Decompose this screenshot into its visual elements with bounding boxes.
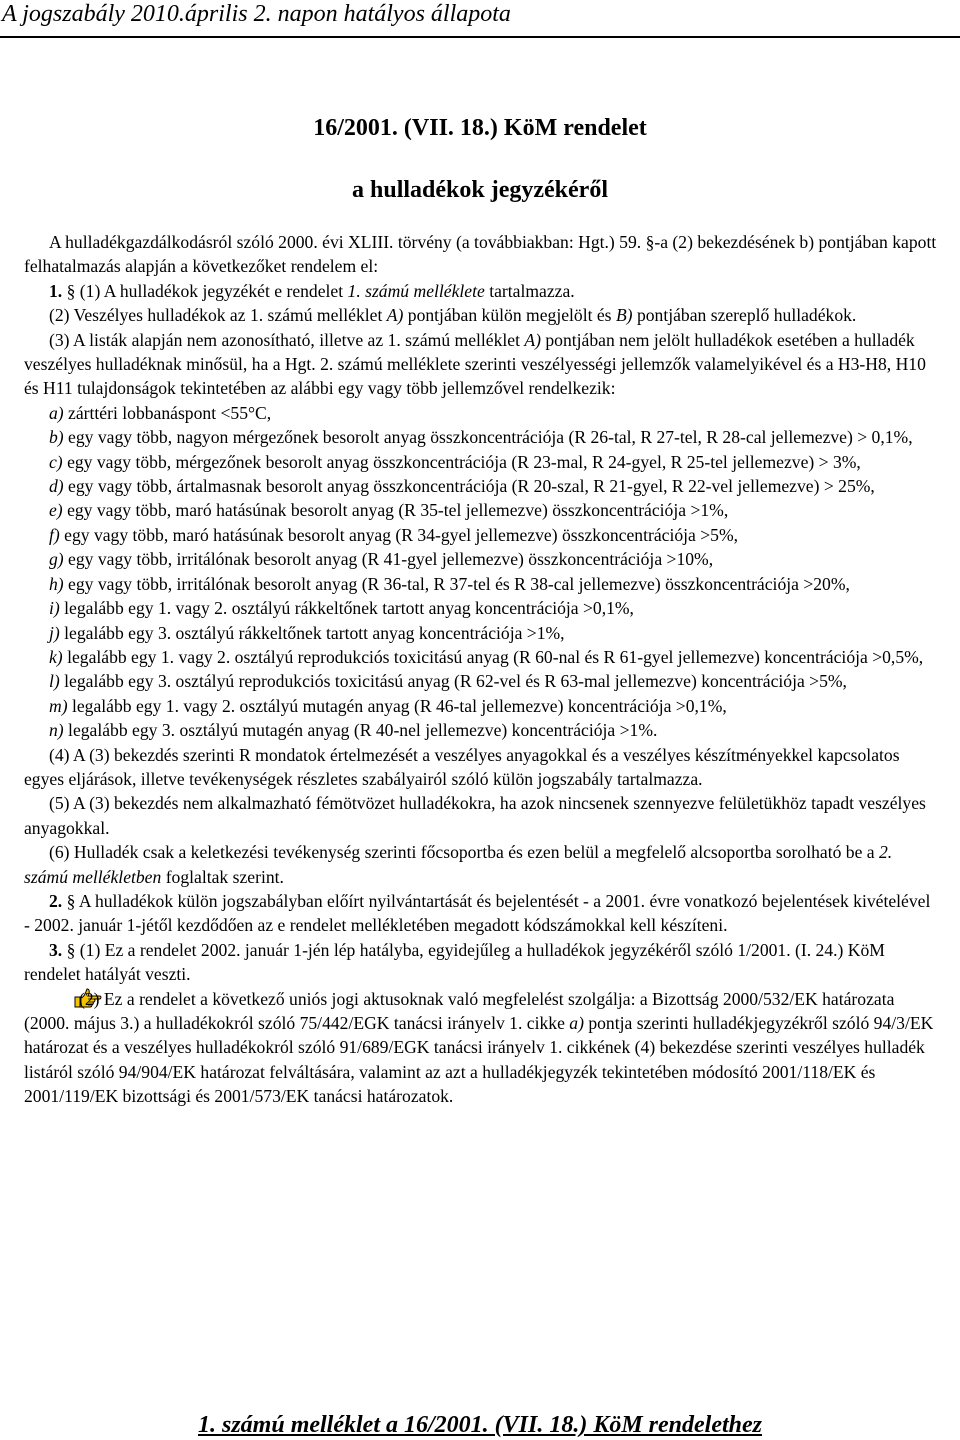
list-item <box>24 596 938 620</box>
list-item-text: legalább egy 3. osztályú rákkeltőnek tartott anyag koncentrációja >1%, <box>59 622 565 643</box>
page-header: A jogszabály 2010.április 2. napon hatályos állapota <box>2 1 511 27</box>
italic-span: a) <box>569 1013 584 1033</box>
section-3-2 <box>24 987 938 1109</box>
list-item <box>24 645 938 669</box>
doc-subtitle: a hulladékok jegyzékéről <box>352 177 608 203</box>
list-item <box>24 669 938 693</box>
section-1-2 <box>24 303 938 327</box>
text-span: (2) Veszélyes hulladékok az 1. számú melléklet <box>49 305 387 326</box>
list-item-text: legalább egy 3. osztályú mutagén anyag (R 40-nel jellemezve) koncentrációja >1%. <box>63 720 658 741</box>
text-span: tartalmazza. <box>484 280 575 301</box>
text-span: (6) Hulladék csak a keletkezési tevékenység szerinti főcsoportba és ezen belül a megfelelő alcsoportba sorolható be a <box>49 842 879 863</box>
list-item <box>24 450 938 474</box>
list-item <box>24 621 938 645</box>
italic-span: 1. számú melléklete <box>347 280 485 301</box>
list-item <box>24 401 938 425</box>
pointing-hand-icon[interactable] <box>49 988 77 1008</box>
list-item <box>24 718 938 742</box>
list-item <box>24 474 938 498</box>
list-item-key: h) <box>49 573 64 594</box>
list-item-key: c) <box>49 451 63 472</box>
list-item-key: n) <box>49 720 64 741</box>
section-1-3 <box>24 328 938 401</box>
text-span: § (1) A hulladékok jegyzékét e rendelet <box>62 280 348 301</box>
list-item-key: g) <box>49 549 64 570</box>
section-1-6 <box>24 840 938 889</box>
list-item <box>24 425 938 449</box>
section-number: 3. <box>49 939 63 960</box>
list-item-text: egy vagy több, ártalmasnak besorolt anyag összkoncentrációja (R 20-szal, R 21-gyel, R 22-vel jellemezve) > 25%, <box>63 476 875 497</box>
section-1-1 <box>24 279 938 303</box>
section-number: 1. <box>49 280 63 301</box>
italic-span: A) <box>386 305 404 326</box>
list-item <box>24 523 938 547</box>
list-item <box>24 498 938 522</box>
doc-body <box>24 230 938 1109</box>
list-item-text: legalább egy 1. vagy 2. osztályú reprodukciós toxicitású anyag (R 60-nal és R 61-gyel jellemezve) koncentrációja >0,5%, <box>62 646 924 667</box>
list-item-key: l) <box>49 671 60 692</box>
list-item <box>24 547 938 571</box>
text-span: (3) A listák alapján nem azonosítható, illetve az 1. számú melléklet <box>49 329 525 350</box>
list-item-key: d) <box>49 476 64 497</box>
text-span: pontjában külön megjelölt és <box>403 305 616 326</box>
list-item-key: m) <box>49 695 68 716</box>
list-item-key: f) <box>49 524 60 545</box>
list-item-key: b) <box>49 427 64 448</box>
text-span: (2) Ez a rendelet a következő uniós jogi aktusoknak való megfelelést szolgálja: a Bizottság 2000/532/EK határozata (2000. május 3.) a hulladékokról szóló 75/442/EGK tanácsi irányelv 1. cikke <box>24 988 895 1033</box>
doc-title: 16/2001. (VII. 18.) KöM rendelet <box>313 115 647 141</box>
list-item-text: egy vagy több, mérgezőnek besorolt anyag összkoncentrációja (R 23-mal, R 24-gyel, R 25-tel jellemezve) > 3%, <box>62 451 861 472</box>
list-item-key: e) <box>49 500 63 521</box>
text-span: § (1) Ez a rendelet 2002. január 1-jén lép hatályba, egyidejűleg a hulladékok jegyzékéről szóló 1/2001. (I. 24.) KöM rendelet hatályát veszti. <box>24 939 885 985</box>
section-2 <box>24 889 938 938</box>
list-item-key: a) <box>49 402 64 423</box>
intro-paragraph: A hulladékgazdálkodásról szóló 2000. évi XLIII. törvény (a továbbiakban: Hgt.) 59. §-a (2) bekezdésének b) pontjában kapott felhatalmazás alapján a következőket rendelem el: <box>24 232 937 277</box>
list-item-key: i) <box>49 598 60 619</box>
text-span: pontja szerinti hulladékjegyzékről szóló 94/3/EK határozat és a veszélyes hulladékokról szóló 91/689/EGK tanácsi irányelv 1. cikkének (4) bekezdése szerinti veszélyes hulladék listáról szóló 94/904/EK határozat felváltására, valamint az azt a hulladékjegyzék tekintetében módosító 2001/118/EK és 2001/119/EK bizottsági és 2001/573/EK tanácsi határozatok. <box>24 1013 934 1107</box>
list-item-text: legalább egy 1. vagy 2. osztályú mutagén anyag (R 46-tal jellemezve) koncentrációja >0,1%, <box>67 695 727 716</box>
list-item-text: legalább egy 1. vagy 2. osztályú rákkeltőnek tartott anyag koncentrációja >0,1%, <box>59 598 634 619</box>
list-item-key: j) <box>49 622 60 643</box>
text-span: pontjában szereplő hulladékok. <box>632 305 857 326</box>
list-item <box>24 694 938 718</box>
header-rule <box>0 36 960 38</box>
criteria-list <box>24 401 938 743</box>
list-item-text: egy vagy több, maró hatásúnak besorolt anyag (R 35-tel jellemezve) összkoncentrációja >1%, <box>62 500 729 521</box>
text-span: § A hulladékok külön jogszabályban előírt nyilvántartását és bejelentését - a 2001. évre vonatkozó bejelentések kivételével - 2002. január 1-jétől kezdődően az e rendelet mellékletében megadott kódszámokkal kell készíteni. <box>24 890 931 936</box>
text-span: foglaltak szerint. <box>161 866 284 887</box>
list-item-key: k) <box>49 646 63 667</box>
list-item <box>24 572 938 596</box>
list-item-text: zárttéri lobbanáspont <55°C, <box>63 402 272 423</box>
italic-span: A) <box>524 329 541 350</box>
section-1-4: (4) A (3) bekezdés szerinti R mondatok értelmezését a veszélyes anyagokkal és a veszélyes készítményekkel kapcsolatos egyes eljárások, illetve tevékenységek részletes szabályairól szóló külön jogszabály tartalmazza. <box>24 744 900 789</box>
italic-span: 2. számú mellékletben <box>24 842 893 887</box>
italic-span: B) <box>615 305 633 326</box>
section-1-5: (5) A (3) bekezdés nem alkalmazható fémötvözet hulladékokra, ha azok nincsenek szennyezve felületükhöz tapadt veszélyes anyagokkal. <box>24 793 926 838</box>
section-3-1 <box>24 938 938 987</box>
list-item-text: egy vagy több, nagyon mérgezőnek besorolt anyag összkoncentrációja (R 26-tal, R 27-tel, R 28-cal jellemezve) > 0,1%, <box>63 427 913 448</box>
list-item-text: egy vagy több, irritálónak besorolt anyag (R 41-gyel jellemezve) összkoncentrációja >10%, <box>63 549 714 570</box>
section-number: 2. <box>49 890 63 911</box>
text-span: pontjában nem jelölt hulladékok esetében a hulladék veszélyes hulladéknak minősül, ha a Hgt. 2. számú melléklete szerinti veszélyességi jellemzők valamelyikével és a H3-H8, H10 és H11 tulajdonságok tekintetében az alábbi egy vagy több jellemzővel rendelkezik: <box>24 329 926 399</box>
list-item-text: egy vagy több, maró hatásúnak besorolt anyag (R 34-gyel jellemezve) összkoncentrációja >5%, <box>59 524 739 545</box>
annex-heading[interactable]: 1. számú melléklet a 16/2001. (VII. 18.) KöM rendelethez <box>198 1412 762 1438</box>
list-item-text: legalább egy 3. osztályú reprodukciós toxicitású anyag (R 62-vel és R 63-mal jellemezve) koncentrációja >5%, <box>59 671 847 692</box>
list-item-text: egy vagy több, irritálónak besorolt anyag (R 36-tal, R 37-tel és R 38-cal jellemezve) összkoncentrációja >20%, <box>63 573 850 594</box>
